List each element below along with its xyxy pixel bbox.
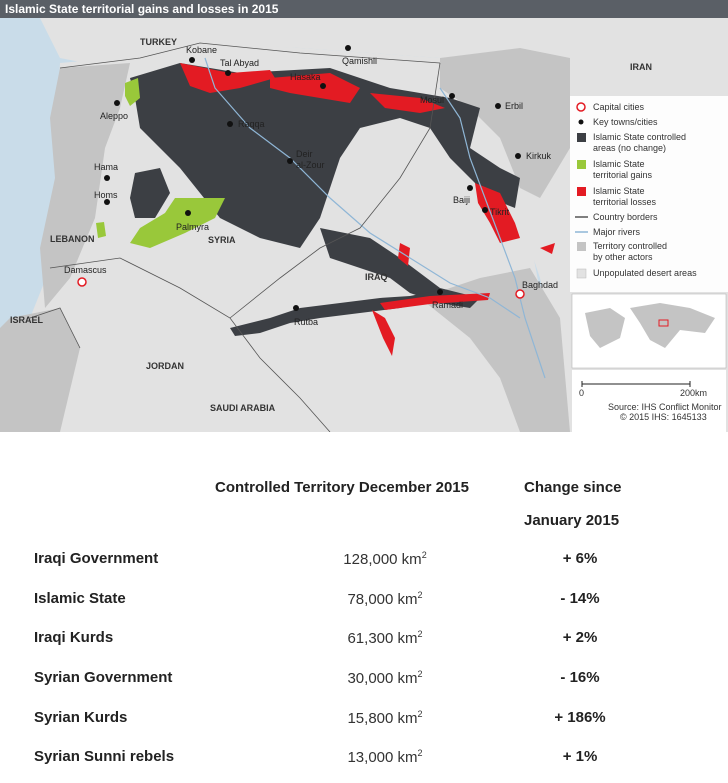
- city-dot-erbil: [495, 103, 501, 109]
- legend-town-icon: [579, 120, 584, 125]
- territory-table: [0, 432, 728, 783]
- city-label-hasaka: Hasaka: [290, 72, 321, 82]
- city-label-baiji: Baiji: [453, 195, 471, 205]
- legend-is-line2: areas (no change): [593, 143, 667, 153]
- country-label-jordan: JORDAN: [146, 361, 185, 371]
- city-dot-ramadi: [437, 289, 443, 295]
- country-label-iraq: IRAQ: [365, 272, 388, 282]
- scale-min: 0: [579, 388, 585, 398]
- country-label-israel: ISRAEL: [10, 315, 44, 325]
- source-line2: © 2015 IHS: 1645133: [620, 412, 707, 422]
- row-name-iraqi-kurds: Iraqi Kurds: [34, 629, 114, 646]
- city-label-erbil: Erbil: [505, 101, 524, 111]
- city-label-qamishli: Qamishli: [342, 56, 378, 66]
- legend-capital-icon: [577, 103, 585, 111]
- city-dot-tal-abyad: [225, 70, 231, 76]
- territory-map: [0, 18, 728, 432]
- legend-is-swatch: [577, 133, 586, 142]
- city-dot-kirkuk: [515, 153, 521, 159]
- legend-other-swatch: [577, 242, 586, 251]
- row-name-syrian-sunni-rebels: Syrian Sunni rebels: [34, 748, 175, 765]
- scale-panel: [572, 370, 726, 432]
- city-dot-raqqa: [227, 121, 233, 127]
- city-dot-qamishli: [345, 45, 351, 51]
- legend-is-line1: Islamic State controlled: [593, 132, 687, 142]
- row-name-syrian-government: Syrian Government: [34, 669, 173, 686]
- city-dot-mosul: [449, 93, 455, 99]
- city-label-kobane: Kobane: [186, 45, 218, 55]
- row-change-syrian-government: - 16%: [560, 669, 600, 686]
- legend-gains-line1: Islamic State: [593, 159, 645, 169]
- row-area-syrian-sunni-rebels: 13,000 $km^2$: [347, 748, 423, 766]
- header-change-line2: January 2015: [524, 512, 620, 529]
- country-label-iran: IRAN: [630, 62, 652, 72]
- legend-gains-line2: territorial gains: [593, 170, 653, 180]
- city-label-deir: Deir: [296, 149, 313, 159]
- country-label-syria: SYRIA: [208, 235, 236, 245]
- country-label-turkey: TURKEY: [140, 37, 178, 47]
- city-dot-deir-al-zour: [287, 158, 293, 164]
- city-label-rutba: Rutba: [294, 317, 319, 327]
- city-label-raqqa: Raqqa: [238, 119, 265, 129]
- row-area-iraqi-kurds: 61,300 $km^2$: [347, 629, 423, 647]
- header-controlled-territory: Controlled Territory December 2015: [215, 479, 469, 496]
- legend-gains-swatch: [577, 160, 586, 169]
- row-area-syrian-kurds: 15,800 $km^2$: [347, 709, 423, 727]
- row-change-syrian-kurds: + 186%: [554, 709, 606, 726]
- map-panel: [0, 18, 728, 432]
- row-change-iraqi-government: + 6%: [562, 550, 598, 567]
- row-name-iraqi-government: Iraqi Government: [34, 550, 159, 567]
- row-change-iraqi-kurds: + 2%: [562, 629, 598, 646]
- city-label-al-zour: al-Zour: [296, 160, 325, 170]
- row-area-iraqi-government: 128,000 $km^2$: [343, 550, 427, 568]
- row-area-syrian-government: 30,000 $km^2$: [347, 669, 423, 687]
- row-change-syrian-sunni-rebels: + 1%: [562, 748, 598, 765]
- legend-rivers: Major rivers: [593, 227, 641, 237]
- city-label-mosul: Mosul: [420, 95, 445, 105]
- city-label-tal-abyad: Tal Abyad: [220, 58, 260, 68]
- legend-other-line2: by other actors: [593, 252, 653, 262]
- city-label-homs: Homs: [94, 190, 118, 200]
- source-line1: Source: IHS Conflict Monitor: [608, 402, 722, 412]
- map-title: Islamic State territorial gains and losses in 2015: [0, 0, 728, 18]
- city-label-aleppo: Aleppo: [100, 111, 129, 121]
- row-area-islamic-state: 78,000 $km^2$: [347, 590, 423, 608]
- city-dot-aleppo: [114, 100, 120, 106]
- legend-desert: Unpopulated desert areas: [593, 268, 697, 278]
- capital-icon-baghdad: [516, 290, 524, 298]
- capital-icon-damascus: [78, 278, 86, 286]
- city-label-baghdad: Baghdad: [522, 280, 559, 290]
- legend-towns: Key towns/cities: [593, 117, 658, 127]
- city-dot-kobane: [189, 57, 195, 63]
- city-label-kirkuk: Kirkuk: [526, 151, 552, 161]
- city-dot-tikrit: [482, 207, 488, 213]
- city-dot-palmyra: [185, 210, 191, 216]
- city-label-damascus: Damascus: [64, 265, 107, 275]
- city-label-palmyra: Palmyra: [176, 222, 210, 232]
- scale-max: 200km: [680, 388, 708, 398]
- legend-losses-swatch: [577, 187, 586, 196]
- row-name-islamic-state: Islamic State: [34, 590, 126, 607]
- row-change-islamic-state: - 14%: [560, 590, 600, 607]
- country-label-lebanon: LEBANON: [50, 234, 95, 244]
- city-dot-hasaka: [320, 83, 326, 89]
- city-dot-rutba: [293, 305, 299, 311]
- city-label-ramadi: Ramadi: [432, 300, 464, 310]
- country-label-saudi-arabia: SAUDI ARABIA: [210, 403, 276, 413]
- header-change-line1: Change since: [524, 479, 622, 496]
- legend-losses-line1: Islamic State: [593, 186, 645, 196]
- legend-desert-swatch: [577, 269, 586, 278]
- legend-other-line1: Territory controlled: [593, 241, 668, 251]
- legend-capital: Capital cities: [593, 102, 645, 112]
- city-dot-hama: [104, 175, 110, 181]
- row-name-syrian-kurds: Syrian Kurds: [34, 709, 128, 726]
- city-label-tikrit: Tikrit: [490, 207, 510, 217]
- city-label-hama: Hama: [94, 162, 119, 172]
- legend-borders: Country borders: [593, 212, 658, 222]
- legend-losses-line2: territorial losses: [593, 197, 657, 207]
- city-dot-baiji: [467, 185, 473, 191]
